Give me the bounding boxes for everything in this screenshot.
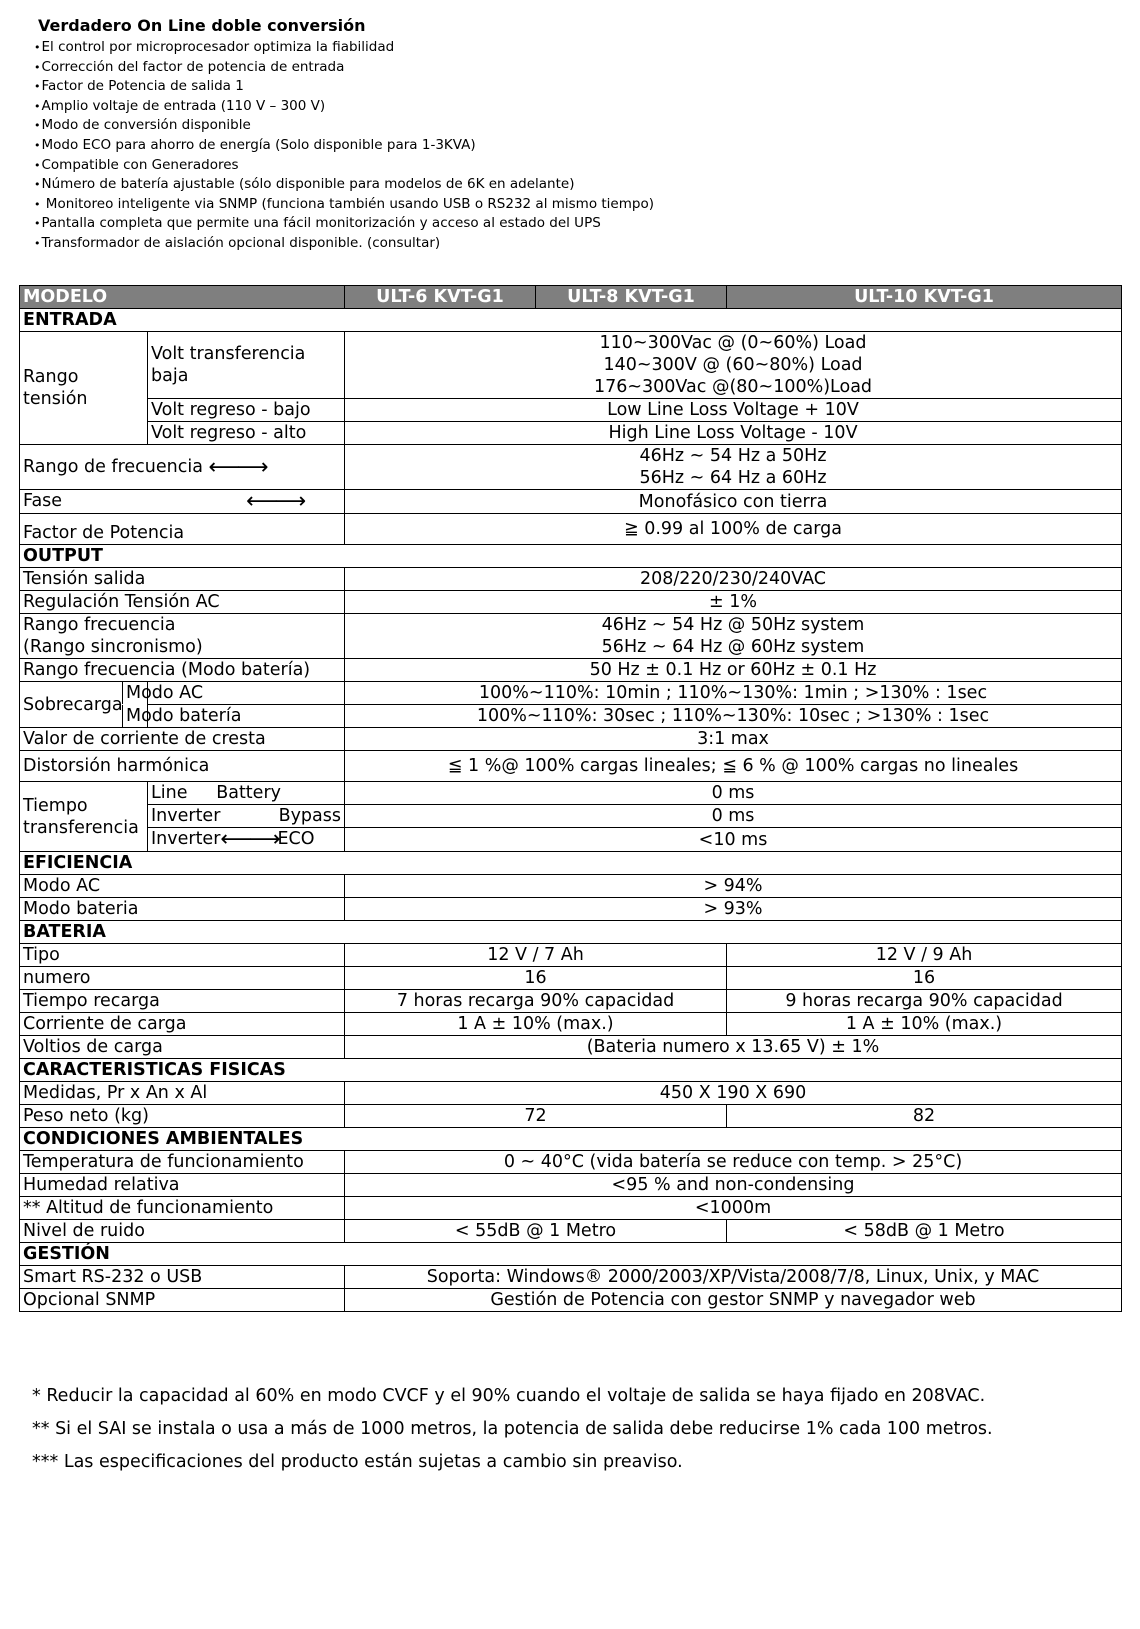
feature-text: Pantalla completa que permite una fácil monitorización y acceso al estado del UPS xyxy=(41,215,601,232)
section-gestion: GESTIÓN xyxy=(20,1243,1122,1266)
label-line: Rango frecuencia xyxy=(23,615,176,635)
feature-text: Transformador de aislación opcional disponible. (consultar) xyxy=(41,234,441,251)
row-value: 1 A ± 10% (max.) xyxy=(345,1013,727,1036)
row-value: <95 % and non-condensing xyxy=(345,1174,1122,1197)
row-value xyxy=(345,445,1122,490)
table-row xyxy=(20,332,1122,399)
feature-text: Factor de Potencia de salida 1 xyxy=(41,78,244,95)
feature-item xyxy=(34,77,1114,97)
row-value: ≦ 1 %@ 100% cargas lineales; ≦ 6 % @ 100% cargas no lineales xyxy=(345,751,1122,782)
row-label xyxy=(20,490,345,514)
row-value: < 58dB @ 1 Metro xyxy=(727,1220,1122,1243)
bullet: • xyxy=(34,80,41,94)
sublabel-text: Modo AC xyxy=(122,682,203,704)
row-value: ± 1% xyxy=(345,591,1122,614)
value-line: 176~300Vac @(80~100%)Load xyxy=(593,377,873,397)
row-value: Low Line Loss Voltage + 10V xyxy=(345,399,1122,422)
label-text: Rango de frecuencia xyxy=(23,456,203,477)
row-label: Rango frecuencia (Modo batería) xyxy=(20,659,345,682)
row-label: Modo bateria xyxy=(20,898,345,921)
feature-item xyxy=(34,58,1114,78)
feature-item xyxy=(34,116,1114,136)
table-row xyxy=(20,445,1122,490)
row-value: 12 V / 9 Ah xyxy=(727,944,1122,967)
section-row xyxy=(20,921,1122,944)
row-value: 0 ms xyxy=(345,805,1122,828)
features-list xyxy=(34,38,1114,254)
bullet: • xyxy=(34,236,41,250)
row-sublabel xyxy=(126,705,345,728)
row-label: Rango tensión xyxy=(20,332,148,445)
row-value: > 93% xyxy=(345,898,1122,921)
row-sublabel: Volt transferencia baja xyxy=(148,332,345,399)
table-row xyxy=(20,490,1122,514)
table-row xyxy=(20,1151,1122,1174)
row-label: Tipo xyxy=(20,944,345,967)
bullet: • xyxy=(34,178,41,192)
row-value: ≧ 0.99 al 100% de carga xyxy=(345,514,1122,545)
label-line: transferencia xyxy=(23,817,139,838)
feature-text: Amplio voltaje de entrada (110 V – 300 V) xyxy=(41,97,326,114)
row-value: < 55dB @ 1 Metro xyxy=(345,1220,727,1243)
value-line: 46Hz ~ 54 Hz @ 50Hz system xyxy=(601,615,865,635)
row-value: 100%~110%: 30sec ; 110%~130%: 10sec ; >130% : 1sec xyxy=(345,705,1122,728)
label-line: Tiempo xyxy=(23,795,88,816)
row-label: Nivel de ruido xyxy=(20,1220,345,1243)
row-value: High Line Loss Voltage - 10V xyxy=(345,422,1122,445)
row-sublabel xyxy=(148,805,345,828)
table-row xyxy=(20,1036,1122,1059)
table-row xyxy=(20,990,1122,1013)
table-row xyxy=(20,591,1122,614)
table-row xyxy=(20,422,1122,445)
table-row xyxy=(20,1013,1122,1036)
row-value: 16 xyxy=(727,967,1122,990)
section-row xyxy=(20,545,1122,568)
table-row xyxy=(20,828,1122,852)
bullet: • xyxy=(34,119,41,133)
section-ambientales: CONDICIONES AMBIENTALES xyxy=(20,1128,1122,1151)
feature-item xyxy=(34,234,1114,254)
table-row xyxy=(20,514,1122,545)
row-label: Voltios de carga xyxy=(20,1036,345,1059)
table-row xyxy=(20,782,1122,805)
bullet: • xyxy=(34,99,41,113)
double-arrow-icon: ⟵⟶ xyxy=(246,489,304,514)
bypass-label: Bypass xyxy=(278,806,341,826)
row-label: Corriente de carga xyxy=(20,1013,345,1036)
features-title: Verdadero On Line doble conversión xyxy=(38,16,366,35)
row-label: Smart RS-232 o USB xyxy=(20,1266,345,1289)
value-line: 56Hz ~ 64 Hz @ 60Hz system xyxy=(601,637,865,657)
row-label: Peso neto (kg) xyxy=(20,1105,345,1128)
row-label: Tiempo recarga xyxy=(20,990,345,1013)
table-row xyxy=(20,728,1122,751)
inverter-label: Inverter xyxy=(151,806,221,826)
value-line: 140~300V @ (60~80%) Load xyxy=(603,355,863,375)
feature-item xyxy=(34,214,1114,234)
row-value: 100%~110%: 10min ; 110%~130%: 1min ; >130% : 1sec xyxy=(345,682,1122,705)
footnotes xyxy=(32,1384,1112,1483)
row-label: Modo AC xyxy=(20,875,345,898)
feature-text: Corrección del factor de potencia de entrada xyxy=(41,58,345,75)
bullet: • xyxy=(34,138,41,152)
model-3: ULT-10 KVT-G1 xyxy=(727,286,1122,309)
table-row xyxy=(20,1174,1122,1197)
row-label xyxy=(20,445,345,490)
row-value: <10 ms xyxy=(345,828,1122,852)
row-sublabel xyxy=(148,782,345,805)
feature-text: Modo de conversión disponible xyxy=(41,117,251,134)
table-row xyxy=(20,1197,1122,1220)
feature-text: El control por microprocesador optimiza la fiabilidad xyxy=(41,39,395,55)
row-sublabel: Volt regreso - alto xyxy=(148,422,345,445)
table-row xyxy=(20,705,1122,728)
table-header-row xyxy=(20,286,1122,309)
row-value: <1000m xyxy=(345,1197,1122,1220)
spec-table xyxy=(19,285,1122,1312)
row-label: Humedad relativa xyxy=(20,1174,345,1197)
row-value xyxy=(345,332,1122,399)
feature-text: Compatible con Generadores xyxy=(41,156,239,173)
feature-text: Monitoreo inteligente via SNMP (funciona también usando USB o RS232 al mismo tiempo) xyxy=(41,195,654,212)
row-label: Regulación Tensión AC xyxy=(20,591,345,614)
row-sublabel: Volt regreso - bajo xyxy=(148,399,345,422)
row-label: Opcional SNMP xyxy=(20,1289,345,1312)
table-row xyxy=(20,898,1122,921)
table-row xyxy=(20,1266,1122,1289)
table-row xyxy=(20,1220,1122,1243)
row-label xyxy=(20,782,148,852)
row-value: Gestión de Potencia con gestor SNMP y navegador web xyxy=(345,1289,1122,1312)
table-row xyxy=(20,944,1122,967)
row-label: numero xyxy=(20,967,345,990)
section-row xyxy=(20,1059,1122,1082)
row-label: Valor de corriente de cresta xyxy=(20,728,345,751)
feature-text: Número de batería ajustable (sólo disponible para modelos de 6K en adelante) xyxy=(41,176,575,193)
feature-item xyxy=(34,175,1114,195)
section-eficiencia: EFICIENCIA xyxy=(20,852,1122,875)
row-value: 50 Hz ± 0.1 Hz or 60Hz ± 0.1 Hz xyxy=(345,659,1122,682)
row-label: Medidas, Pr x An x Al xyxy=(20,1082,345,1105)
value-line: 56Hz ~ 64 Hz a 60Hz xyxy=(639,468,827,488)
table-row xyxy=(20,659,1122,682)
table-row xyxy=(20,967,1122,990)
row-value xyxy=(345,614,1122,659)
value-line: 110~300Vac @ (0~60%) Load xyxy=(599,333,867,353)
row-value: 82 xyxy=(727,1105,1122,1128)
eco-label: ECO xyxy=(277,829,315,849)
section-entrada: ENTRADA xyxy=(20,309,1122,332)
model-header: MODELO xyxy=(20,286,345,309)
row-value: 72 xyxy=(345,1105,727,1128)
feature-item xyxy=(34,195,1114,215)
feature-item xyxy=(34,97,1114,117)
table-row xyxy=(20,1289,1122,1312)
label-text: Fase xyxy=(23,491,63,511)
section-row xyxy=(20,852,1122,875)
row-sublabel xyxy=(126,682,345,705)
model-1: ULT-6 KVT-G1 xyxy=(345,286,536,309)
row-value: 3:1 max xyxy=(345,728,1122,751)
table-row xyxy=(20,1082,1122,1105)
section-fisicas: CARACTERISTICAS FISICAS xyxy=(20,1059,1122,1082)
row-label: Distorsión harmónica xyxy=(20,751,345,782)
row-label: Sobrecarga xyxy=(20,682,148,728)
features-section xyxy=(34,16,1114,254)
row-value: 12 V / 7 Ah xyxy=(345,944,727,967)
footnote: ** Si el SAI se instala o usa a más de 1000 metros, la potencia de salida debe reducirse 1% cada 100 metros. xyxy=(32,1419,993,1439)
row-value: 450 X 190 X 690 xyxy=(345,1082,1122,1105)
bullet: • xyxy=(34,60,41,74)
row-value: Monofásico con tierra xyxy=(345,490,1122,514)
table-row xyxy=(20,568,1122,591)
bullet: • xyxy=(34,217,41,231)
row-sublabel xyxy=(148,828,345,852)
double-arrow-icon: ⟵⟶ xyxy=(220,827,278,852)
row-value: 9 horas recarga 90% capacidad xyxy=(727,990,1122,1013)
bullet: • xyxy=(34,158,41,172)
section-row xyxy=(20,1128,1122,1151)
bullet: • xyxy=(34,41,41,54)
row-label: Factor de Potencia xyxy=(20,514,345,545)
feature-item xyxy=(34,156,1114,176)
feature-item xyxy=(34,38,1114,58)
row-value: 16 xyxy=(345,967,727,990)
value-line: 46Hz ~ 54 Hz a 50Hz xyxy=(639,446,827,466)
row-value: > 94% xyxy=(345,875,1122,898)
table-row xyxy=(20,751,1122,782)
section-output: OUTPUT xyxy=(20,545,1122,568)
section-bateria: BATERIA xyxy=(20,921,1122,944)
table-row xyxy=(20,1105,1122,1128)
line-label: Line xyxy=(151,783,188,803)
row-label xyxy=(20,614,345,659)
sublabel-text: Modo batería xyxy=(122,705,241,727)
row-value: 0 ms xyxy=(345,782,1122,805)
footnote: *** Las especificaciones del producto están sujetas a cambio sin preaviso. xyxy=(32,1452,683,1472)
feature-text: Modo ECO para ahorro de energía (Solo disponible para 1-3KVA) xyxy=(41,136,476,153)
row-label: ** Altitud de funcionamiento xyxy=(20,1197,345,1220)
table-row xyxy=(20,805,1122,828)
bullet: • xyxy=(34,197,41,211)
label-line: (Rango sincronismo) xyxy=(23,637,203,657)
row-value: Soporta: Windows® 2000/2003/XP/Vista/2008/7/8, Linux, Unix, y MAC xyxy=(345,1266,1122,1289)
row-label: Tensión salida xyxy=(20,568,345,591)
inverter-label: Inverter xyxy=(151,829,221,849)
model-2: ULT-8 KVT-G1 xyxy=(536,286,727,309)
footnote: * Reducir la capacidad al 60% en modo CVCF y el 90% cuando el voltaje de salida se haya fijado en 208VAC. xyxy=(32,1386,986,1406)
table-row xyxy=(20,399,1122,422)
row-value: 208/220/230/240VAC xyxy=(345,568,1122,591)
section-row xyxy=(20,309,1122,332)
battery-label: Battery xyxy=(216,783,281,803)
row-label: Temperatura de funcionamiento xyxy=(20,1151,345,1174)
double-arrow-icon: ⟵⟶ xyxy=(208,454,266,480)
feature-item xyxy=(34,136,1114,156)
row-value: 7 horas recarga 90% capacidad xyxy=(345,990,727,1013)
table-row xyxy=(20,682,1122,705)
table-row xyxy=(20,875,1122,898)
section-row xyxy=(20,1243,1122,1266)
row-value: 1 A ± 10% (max.) xyxy=(727,1013,1122,1036)
table-row xyxy=(20,614,1122,659)
row-value: 0 ~ 40°C (vida batería se reduce con temp. > 25°C) xyxy=(345,1151,1122,1174)
row-value: (Bateria numero x 13.65 V) ± 1% xyxy=(345,1036,1122,1059)
